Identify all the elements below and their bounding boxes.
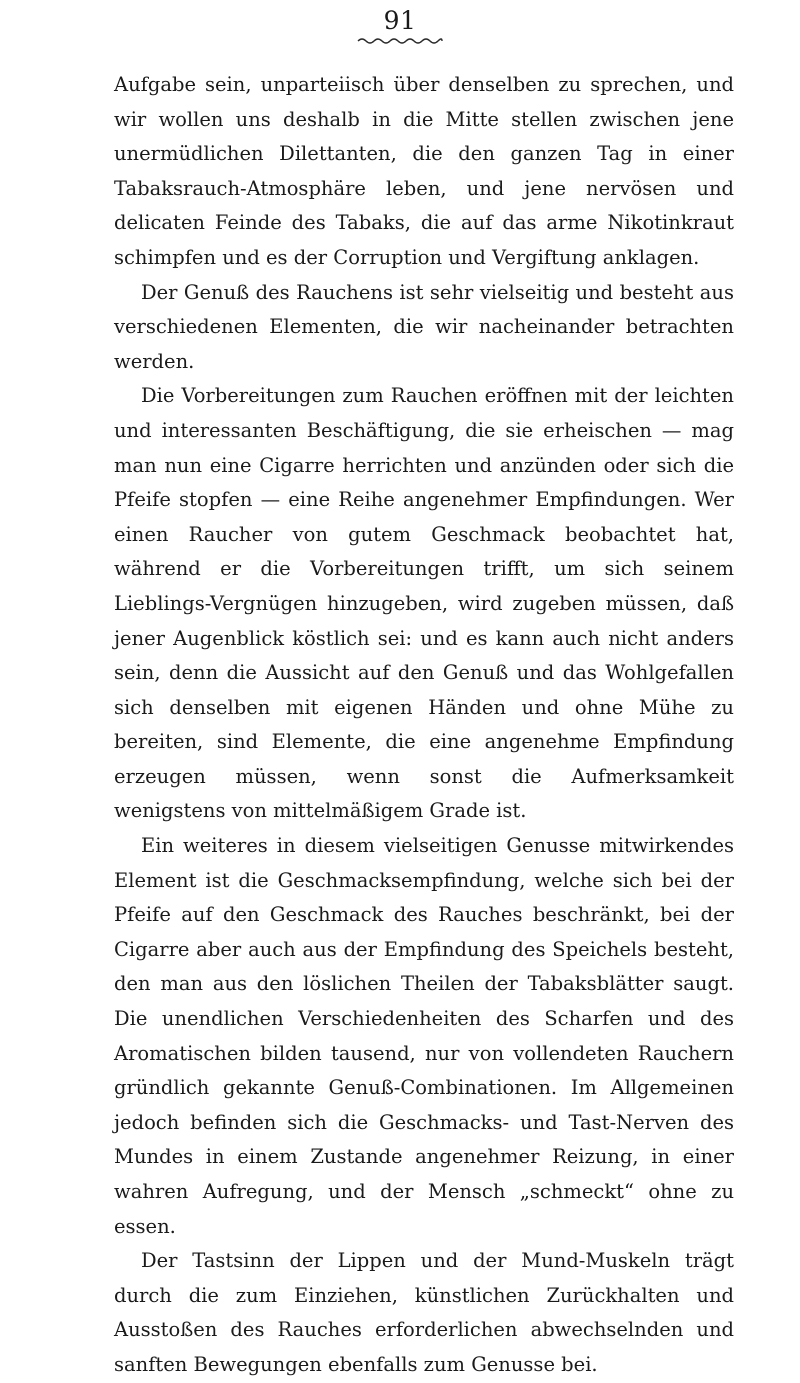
paragraph-vorbereitungen: Die Vorbereitungen zum Rauchen eröffnen mit der leichten und interessanten Beschäftigung, die sie erheischen — mag man nun eine Cigarre herrichten und anzünden oder sich die Pfeife stopfen — eine Reihe angenehmer Empfindungen. Wer einen Raucher von gutem Geschmack beobachtet hat, während er die Vorbereitungen trifft, um sich seinem Lieblings-Vergnügen hinzugeben, wird zugeben müssen, daß jener Augenblick köstlich sei: und es kann auch nicht anders sein, denn die Aussicht auf den Genuß und das Wohlgefallen sich denselben mit eigenen Händen und ohne Mühe zu bereiten, sind Elemente, die eine angenehme Empfindung erzeugen müssen, wenn sonst die Aufmerksamkeit wenigstens von mittelmäßigem Grade ist. [114,384,734,823]
paragraph-geschmack: Ein weiteres in diesem vielseitigen Genusse mitwirkendes Element ist die Geschmacksempfindung, welche sich bei der Pfeife auf den Geschmack des Rauches beschränkt, bei der Cigarre aber auch aus der Empfindung des Speichels besteht, den man aus den löslichen Theilen der Tabaksblätter saugt. Die unendlichen Verschiedenheiten des Scharfen und des Aromatischen bilden tausend, nur von vollendeten Rauchern gründlich gekannte Genuß-Combinationen. Im Allgemeinen jedoch befinden sich die Geschmacks- und Tast-Nerven des Mundes in einem Zustande angenehmer Reizung, in einer wahren Aufregung, und der Mensch „schmeckt“ ohne zu essen. [114,834,734,1238]
wavy-ornament-icon [356,36,444,46]
paragraph-tastsinn: Der Tastsinn der Lippen und der Mund-Muskeln trägt durch die zum Einziehen, künstlichen Zurückhalten und Ausstoßen des Rauches erforderlichen abwechselnden und sanften Bewegungen ebenfalls zum Genusse bei. [114,1249,734,1376]
paragraph-continuation: Aufgabe sein, unparteiisch über denselben zu sprechen, und wir wollen uns deshalb in die Mitte stellen zwischen jene unermüdlichen Dilettanten, die den ganzen Tag in einer Tabaksrauch-Atmosphäre leben, und jene nervösen und delicaten Feinde des Tabaks, die auf das arme Nikotinkraut schimpfen und es der Corruption und Vergiftung anklagen. [114,73,734,269]
page-number: 91 [383,6,417,35]
body-text [114,68,734,1383]
paragraph-genuss: Der Genuß des Rauchens ist sehr vielseitig und besteht aus verschiedenen Elementen, die wir nacheinander betrachten werden. [114,280,734,373]
